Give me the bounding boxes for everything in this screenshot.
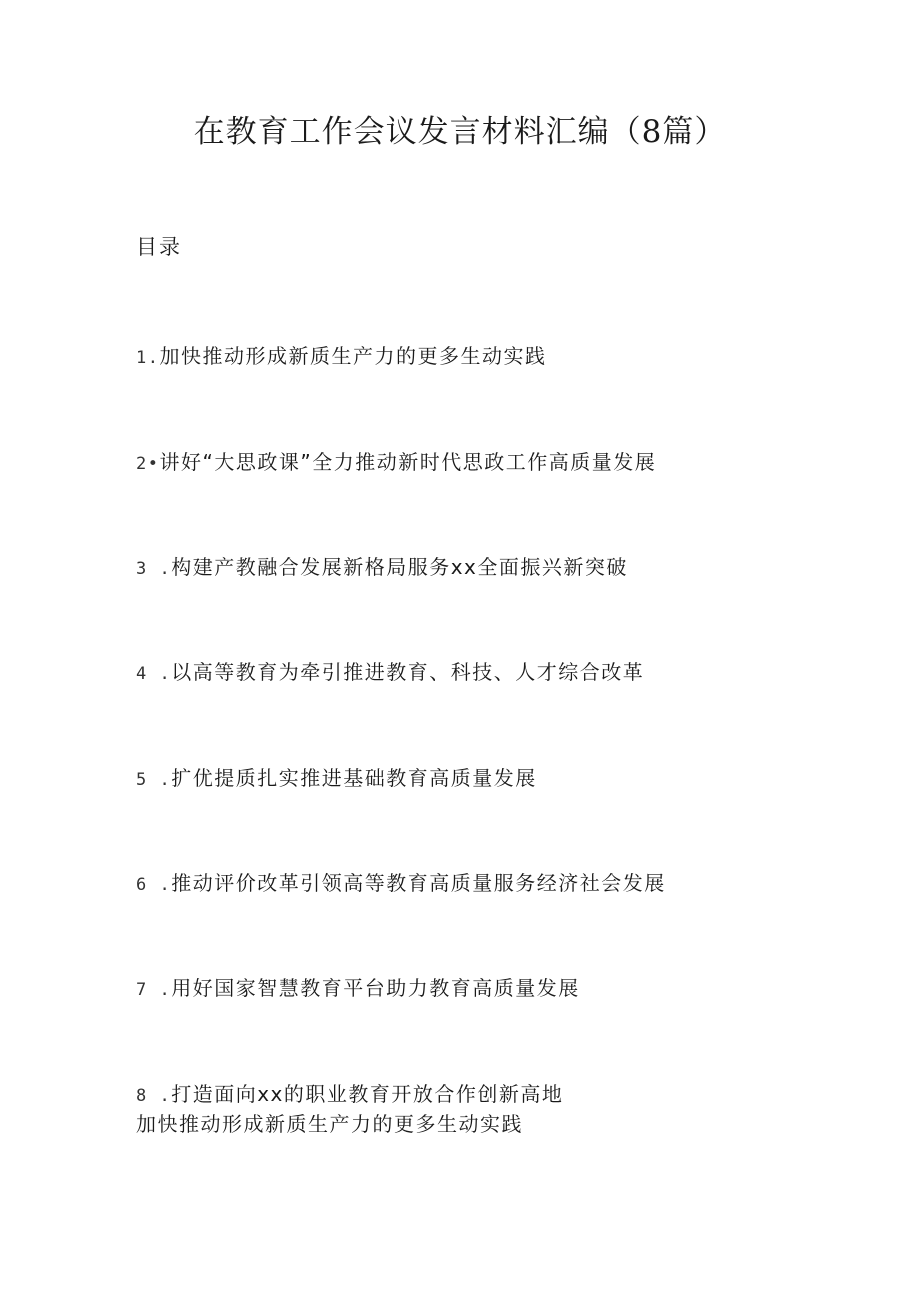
toc-item-6 [136,867,666,896]
toc-item-number: 2• [136,454,160,474]
toc-item-number: 1. [136,348,160,368]
toc-item-number: 6 . [136,875,172,895]
toc-item-1 [136,340,546,369]
toc-item-text: 用好国家智慧教育平台助力教育高质量发展 [171,976,580,1000]
toc-item-number: 5 . [136,770,172,790]
toc-item-text: 以高等教育为牵引推进教育、科技、人才综合改革 [171,660,645,684]
toc-item-number: 8 . [136,1086,172,1106]
toc-item-3 [136,551,628,580]
toc-item-number: 7 . [136,980,172,1000]
toc-item-8 [136,1078,563,1107]
toc-item-number: 3 . [136,559,172,579]
toc-item-5 [136,762,537,791]
toc-item-number: 4 . [136,664,172,684]
toc-item-4 [136,656,644,685]
document-title: 在教育工作会议发言材料汇编（8篇） [193,114,727,150]
body-section-heading: 加快推动形成新质生产力的更多生动实践 [136,1112,523,1136]
toc-item-text: 打造面向xx的职业教育开放合作创新高地 [171,1082,564,1106]
toc-item-text: 构建产教融合发展新格局服务xx全面振兴新突破 [171,555,628,579]
toc-heading: 目录 [136,235,182,259]
toc-item-text: 讲好“大思政课”全力推动新时代思政工作高质量发展 [159,450,657,474]
toc-item-7 [136,972,580,1001]
toc-item-text: 推动评价改革引领高等教育高质量服务经济社会发展 [171,871,666,895]
toc-item-text: 扩优提质扎实推进基础教育高质量发展 [171,766,537,790]
toc-item-2 [136,446,656,475]
toc-item-text: 加快推动形成新质生产力的更多生动实践 [159,344,547,368]
